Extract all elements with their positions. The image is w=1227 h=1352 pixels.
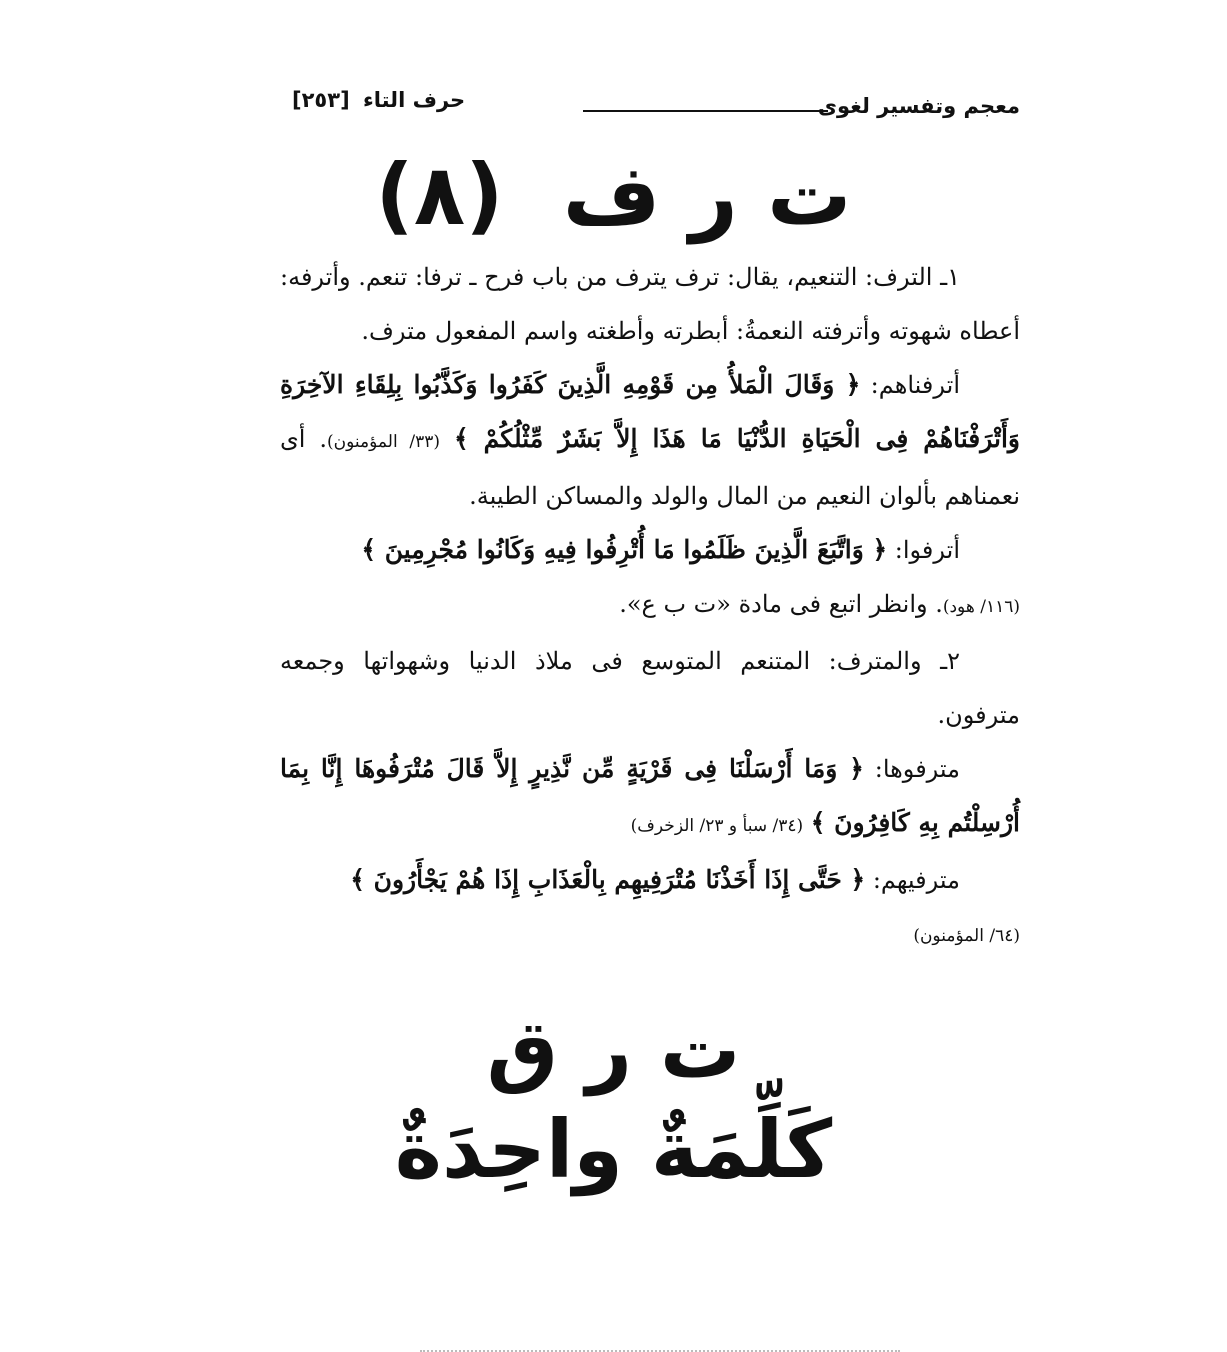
usage-atrifu	[280, 523, 1020, 577]
quran-verse: ﴿ حَتَّى إِذَا أَخَذْنَا مُتْرَفِيهِم بِالْعَذَابِ إِذَا هُمْ يَجْأَرُونَ ﴾	[350, 865, 866, 894]
usage-term: أترفناهم:	[870, 371, 960, 399]
verse-reference: (٦٤/ المؤمنون)	[913, 926, 1020, 946]
header-rule	[583, 110, 828, 112]
usage-explanation: . وانظر اتبع فى مادة «ت ب ع».	[619, 590, 943, 618]
entry2-subtitle: كَلِّمَةٌ واحِدَةٌ	[394, 1103, 833, 1196]
usage-atrifu-cont	[280, 577, 1020, 634]
definition-paragraph-2: ٢ـ والمترف: المتنعم المتوسع فى ملاذ الدنيا وشهواتها وجمعه مترفون.	[280, 647, 1020, 729]
entry-count: (٨)	[375, 146, 504, 244]
quran-verse: ﴿ وَقَالَ الْمَلأُ مِن قَوْمِهِ الَّذِينَ كَفَرُوا وَكَذَّبُوا بِلِقَاءِ الآخِرَةِ وَأَتْرَفْنَاهُمْ فِى الْحَيَاةِ الدُّنْيَا مَا هَذَا إِلاَّ بَشَرٌ مِّثْلُكُمْ ﴾	[280, 370, 1020, 453]
running-header	[292, 86, 1020, 126]
entry-title	[0, 140, 1227, 250]
verse-reference: (٣٤/ سبأ و ٢٣/ الزخرف)	[630, 816, 804, 836]
entry-root: ت ر ف	[562, 146, 852, 244]
usage-term: مترفوها:	[874, 755, 960, 783]
usage-atrafnahum	[280, 358, 1020, 523]
quran-verse: ﴿ وَمَا أَرْسَلْنَا فِى قَرْيَةٍ مِّن نَّذِيرٍ إِلاَّ قَالَ مُتْرَفُوهَا إِنَّا بِمَا أُرْسِلْتُم بِهِ كَافِرُونَ ﴾	[280, 754, 1020, 837]
entry2-title	[0, 1000, 1227, 1100]
book-title: معجم وتفسير لغوى	[817, 94, 1020, 118]
usage-term: مترفيهم:	[872, 866, 960, 894]
section-name: حرف التاء	[362, 88, 466, 112]
section-label	[292, 88, 465, 112]
usage-mutrafihim	[280, 853, 1020, 907]
usage-term: أترفوا:	[894, 536, 960, 564]
entry-body	[280, 250, 1020, 965]
definition-paragraph: ١ـ الترف: التنعيم، يقال: ترف يترف من باب فرح ـ ترفا: تنعم. وأترفه: أعطاه شهوته وأترفته النعمةُ: أبطرته وأطغته واسم المفعول مترف.	[280, 263, 1020, 345]
usage-mutrafihim-ref	[280, 907, 1020, 965]
quran-verse: ﴿ وَاتَّبَعَ الَّذِينَ ظَلَمُوا مَا أُتْرِفُوا فِيهِ وَكَانُوا مُجْرِمِينَ ﴾	[361, 535, 888, 564]
usage-explanation: . أى نعمناهم بألوان النعيم من المال والولد والمساكن الطيبة.	[280, 425, 1020, 510]
verse-reference: (١١٦/ هود)	[942, 597, 1020, 617]
verse-reference: (٣٣/ المؤمنون)	[327, 432, 440, 452]
usage-mutrafuha	[280, 742, 1020, 853]
page-number: [٢٥٣]	[292, 88, 350, 112]
entry2-root: ت ر ق	[486, 1003, 741, 1096]
